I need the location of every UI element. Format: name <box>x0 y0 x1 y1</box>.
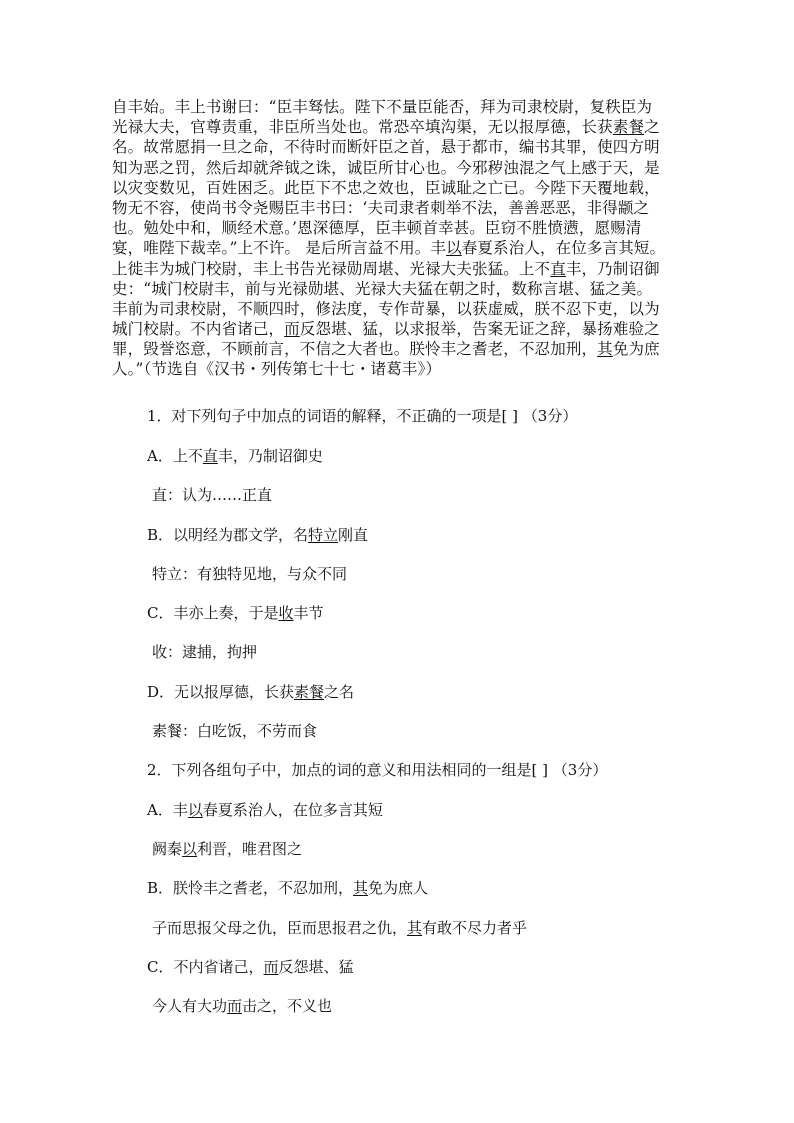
question-line <box>147 446 323 466</box>
question-line <box>147 760 607 780</box>
dotted-word: 直 <box>202 447 218 465</box>
question-line <box>152 996 332 1016</box>
passage-text <box>112 97 678 380</box>
passage-line <box>112 238 678 258</box>
passage-line <box>112 158 678 178</box>
dotted-word: 素餐 <box>612 118 645 137</box>
text-segment: A．上不 <box>147 447 203 465</box>
text-segment: 素餐：白吃饭，不劳而食 <box>152 722 318 740</box>
text-segment: 春夏系治人，在位多言其短。 <box>461 239 666 258</box>
text-segment: 阙秦 <box>152 840 183 858</box>
question-line <box>147 525 368 545</box>
text-segment: 之 <box>644 118 660 137</box>
text-segment: D．无以报厚德，长获 <box>147 683 295 701</box>
text-segment: 宴，唯陛下裁幸。”上不许。 是后所言益不用。丰 <box>112 239 447 258</box>
passage-line <box>112 97 678 117</box>
text-segment: 史：“城门校尉丰，前与光禄勋堪、光禄大夫猛在朝之时，数称言堪、猛之美。 <box>112 279 653 298</box>
dotted-word: 其 <box>407 919 423 937</box>
dotted-word: 特立 <box>308 526 339 544</box>
question-line <box>152 642 257 662</box>
question-line <box>152 721 317 741</box>
text-segment: 直：认为……正直 <box>152 486 273 504</box>
passage-line <box>112 339 678 359</box>
text-segment: 光禄大夫，官尊责重，非臣所当处也。常恐卒填沟渠，无以报厚德，长获 <box>112 118 613 137</box>
question-line <box>147 406 577 426</box>
text-segment: 子而思报父母之仇，臣而思报君之仇， <box>152 919 408 937</box>
question-line <box>152 839 302 859</box>
text-segment: C．不内省诸己， <box>147 958 264 976</box>
passage-line <box>112 137 678 157</box>
dotted-word: 以 <box>446 239 462 258</box>
text-segment: 丰节 <box>293 604 324 622</box>
passage-line <box>112 259 678 279</box>
dotted-word: 以 <box>187 801 203 819</box>
text-segment: 也。勉处中和，顺经术意。’恩深德厚，臣丰顿首幸甚。臣窃不胜愤懑，愿赐清 <box>112 219 642 238</box>
text-segment: 免为庶 <box>612 340 660 359</box>
passage-line <box>112 299 678 319</box>
dotted-word: 而 <box>263 958 279 976</box>
text-segment: 刚直 <box>338 526 369 544</box>
text-segment: 反怨堪、猛，以求报举，告案无证之辞，暴扬难验之 <box>299 320 660 339</box>
passage-line <box>112 117 678 137</box>
question-line <box>152 485 272 505</box>
dotted-word: 素餐 <box>294 683 325 701</box>
text-segment: 城门校尉。不内省诸己， <box>112 320 285 339</box>
text-segment: 利晋，唯君图之 <box>197 840 303 858</box>
text-segment: 丰前为司隶校尉，不顺四时，修法度，专作苛暴，以获虚威，朕不忍下吏，以为 <box>112 299 660 318</box>
dotted-word: 其 <box>353 879 369 897</box>
text-segment: 上徙丰为城门校尉，丰上书告光禄勋周堪、光禄大夫张猛。上不 <box>112 259 551 278</box>
text-segment: 人。”（节选自《汉书・列传第七十七・诸葛丰》） <box>112 360 442 379</box>
text-segment: 反怨堪、猛 <box>278 958 354 976</box>
text-segment: 以灾变数见，百姓困乏。此臣下不忠之效也，臣诚耻之亡已。今陛下天覆地载， <box>112 178 660 197</box>
text-segment: 击之，不义也 <box>242 997 333 1015</box>
text-segment: 物无不容，使尚书令尧赐臣丰书曰：‘夫司隶者刺举不法，善善恶恶，非得颛之 <box>112 198 650 217</box>
text-segment: C．丰亦上奏，于是 <box>147 604 279 622</box>
text-segment: 春夏系治人，在位多言其短 <box>202 801 383 819</box>
passage-line <box>112 319 678 339</box>
question-line <box>147 603 324 623</box>
dotted-word: 其 <box>597 340 613 359</box>
text-segment: 之名 <box>324 683 355 701</box>
passage-line <box>112 359 678 379</box>
text-segment: 名。故常愿捐一旦之命，不待时而断奸臣之首，悬于都市，编书其罪，使四方明 <box>112 138 660 157</box>
text-segment: 1．对下列句子中加点的词语的解释，不正确的一项是[ ] （3分） <box>147 407 578 425</box>
text-segment: 知为恶之罚，然后却就斧钺之诛，诚臣所甘心也。今邪秽浊混之气上感于天，是 <box>112 158 660 177</box>
text-segment: 有敢不尽力者乎 <box>422 919 528 937</box>
text-segment: 自丰始。丰上书谢曰：“臣丰驽怯。陛下不量臣能否，拜为司隶校尉，复秩臣为 <box>112 98 653 116</box>
question-line <box>147 878 428 898</box>
dotted-word: 收 <box>278 604 294 622</box>
question-line <box>152 564 347 584</box>
question-line <box>147 957 354 977</box>
text-segment: 免为庶人 <box>368 879 429 897</box>
text-segment: 今人有大功 <box>152 997 228 1015</box>
dotted-word: 以 <box>182 840 198 858</box>
passage-line <box>112 279 678 299</box>
passage-line <box>112 178 678 198</box>
text-segment: 丰，乃制诏御 <box>565 259 660 278</box>
text-segment: B．朕怜丰之耆老，不忍加刑， <box>147 879 354 897</box>
text-segment: 特立：有独特见地，与众不同 <box>152 565 348 583</box>
passage-line <box>112 198 678 218</box>
dotted-word: 直 <box>550 259 566 278</box>
text-segment: 罪，毁誉恣意，不顾前言，不信之大者也。朕怜丰之耆老，不忍加刑， <box>112 340 598 359</box>
question-line <box>152 918 527 938</box>
dotted-word: 而 <box>227 997 243 1015</box>
text-segment: 收：逮捕，拘押 <box>152 643 258 661</box>
text-segment: 丰，乃制诏御史 <box>217 447 323 465</box>
text-segment: B．以明经为郡文学，名 <box>147 526 309 544</box>
passage-line <box>112 218 678 238</box>
text-segment: A．丰 <box>147 801 188 819</box>
question-line <box>147 800 383 820</box>
dotted-word: 而 <box>284 320 300 339</box>
text-segment: 2．下列各组句子中，加点的词的意义和用法相同的一组是[ ] （3分） <box>147 761 608 779</box>
question-line <box>147 682 354 702</box>
